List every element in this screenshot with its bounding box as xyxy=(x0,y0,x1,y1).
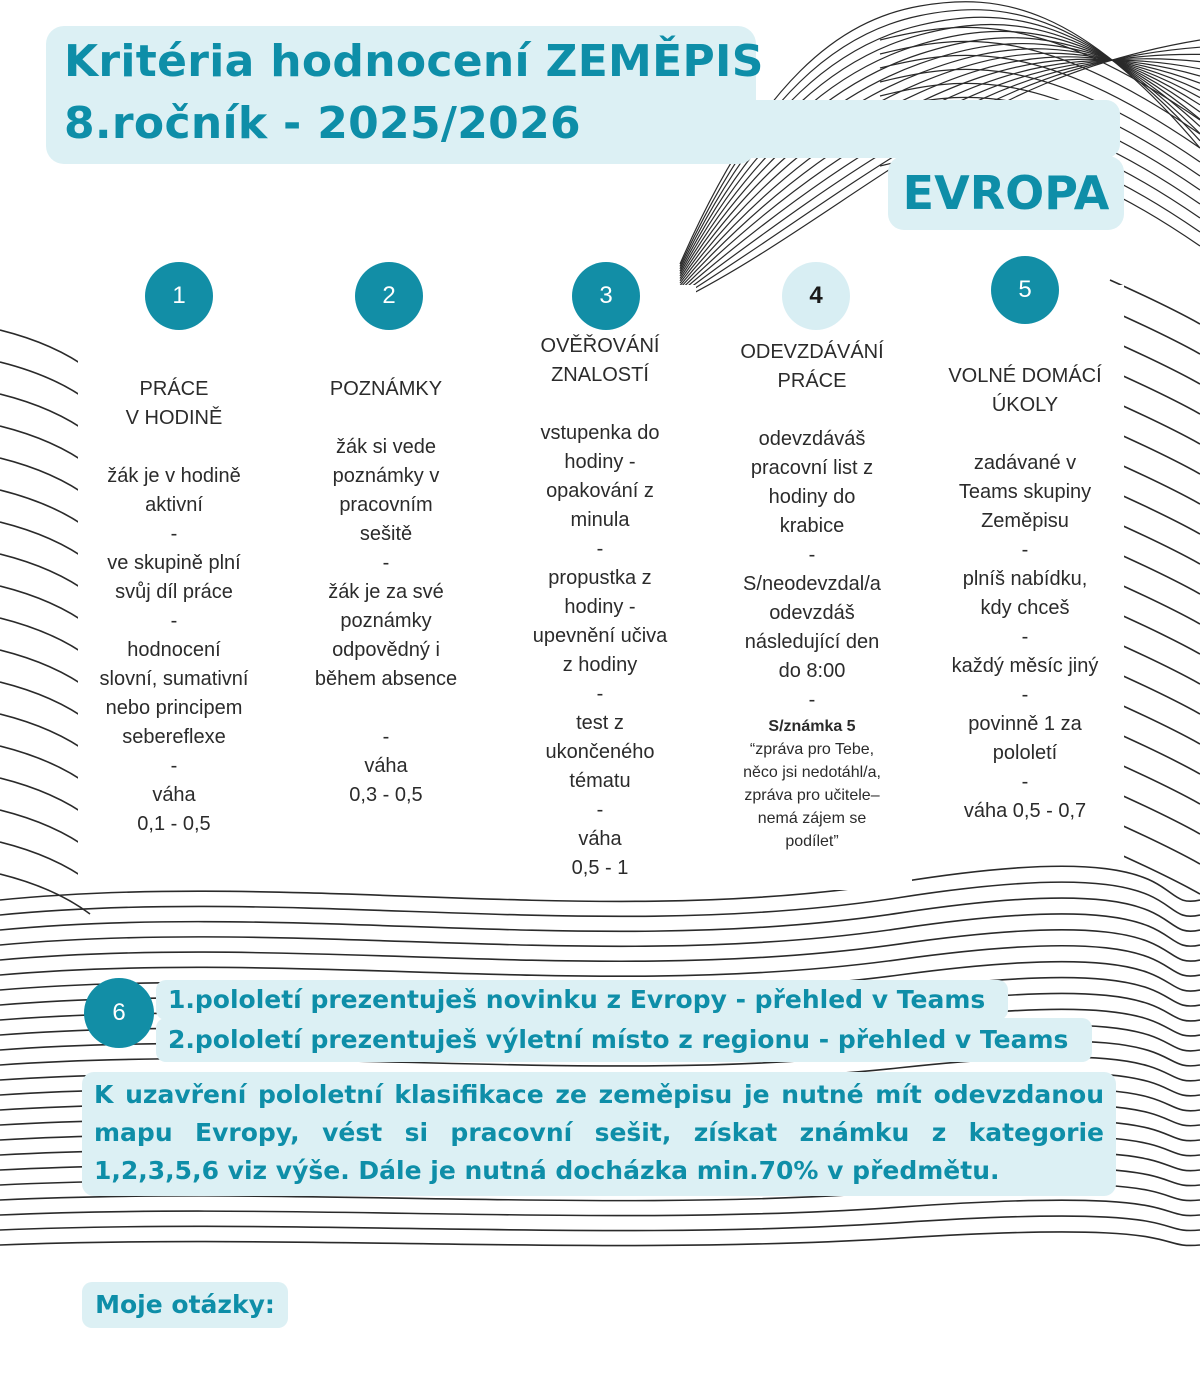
criterion-number-6: 6 xyxy=(84,978,154,1048)
wave-line xyxy=(0,650,90,690)
criterion-heading: PRÁCE V HODINĚ xyxy=(125,378,223,429)
presentation-line-1: 1.pololetí prezentuješ novinku z Evropy - přehled v Teams xyxy=(156,980,1008,1020)
questions-label: Moje otázky: xyxy=(82,1282,288,1328)
criterion-body: zadávané v Teams skupiny Zeměpisu - plníš nabídku, kdy chceš - každý měsíc jiný - povinně 1 za pololetí - váha 0,5 - 0,7 xyxy=(951,452,1099,822)
criterion-note-title: S/známka 5 xyxy=(768,718,856,735)
wave-line xyxy=(0,554,90,594)
wave-line xyxy=(0,810,90,850)
wave-line xyxy=(0,618,90,658)
criterion-column-3 xyxy=(512,332,688,883)
criterion-heading: OVĚŘOVÁNÍ ZNALOSTÍ xyxy=(540,335,660,386)
wave-line xyxy=(0,490,90,530)
criterion-number-3: 3 xyxy=(572,262,640,330)
page-subtitle: 8.ročník - 2025/2026 xyxy=(64,98,581,149)
wave-line xyxy=(0,778,90,818)
wave-line xyxy=(0,586,90,626)
wave-line xyxy=(0,362,90,402)
criterion-heading: ODEVZDÁVÁNÍ PRÁCE xyxy=(740,341,884,392)
criterion-note: “zpráva pro Tebe, něco jsi nedotáhl/a, zpráva pro učitele– nemá zájem se podílet” xyxy=(743,741,881,850)
region-label: EVROPA xyxy=(888,156,1124,230)
page-title: Kritéria hodnocení ZEMĚPIS xyxy=(64,36,764,87)
presentation-line-2: 2.pololetí prezentuješ výletní místo z regionu - přehled v Teams xyxy=(156,1018,1092,1062)
wave-line xyxy=(0,458,90,498)
criterion-number-5: 5 xyxy=(991,256,1059,324)
title-box-extension xyxy=(600,100,1120,158)
wave-line xyxy=(0,1200,1200,1215)
wave-line xyxy=(0,330,90,370)
criterion-column-5 xyxy=(932,362,1118,826)
wave-line xyxy=(0,1232,1200,1246)
criterion-body: žák si vede poznámky v pracovním sešitě - žák je za své poznámky odpovědný i během absence - váha 0,3 - 0,5 xyxy=(314,436,458,806)
criterion-column-4 xyxy=(718,338,906,853)
criterion-heading: POZNÁMKY xyxy=(329,378,443,400)
criterion-number-2: 2 xyxy=(355,262,423,330)
requirement-text: K uzavření pololetní klasifikace ze zeměpisu je nutné mít odevzdanou mapu Evropy, vést si pracovní sešit, získat známku z kategorie 1,2,3,5,6 viz výše. Dále je nutná docházka min.70% v předmětu. xyxy=(94,1080,1104,1185)
criterion-body: vstupenka do hodiny - opakování z minula - propustka z hodiny - upevnění učiva z hodiny - test z ukončeného tématu - váha 0,5 - 1 xyxy=(532,422,668,879)
wave-line xyxy=(0,394,90,434)
criterion-body: žák je v hodině aktivní - ve skupině plní svůj díl práce - hodnocení slovní, sumativní nebo principem sebereflexe - váha 0,1 - 0,5 xyxy=(99,465,249,835)
criterion-body: odevzdáváš pracovní list z hodiny do krabice - S/neodevzdal/a odevzdáš následující den do 8:00 - xyxy=(743,428,881,711)
criterion-number-1: 1 xyxy=(145,262,213,330)
wave-line xyxy=(0,1216,1200,1231)
wave-line xyxy=(0,714,90,754)
wave-line xyxy=(0,682,90,722)
criterion-column-2 xyxy=(296,375,476,810)
criterion-column-1 xyxy=(82,375,266,839)
wave-line xyxy=(0,914,1200,946)
wave-line xyxy=(0,426,90,466)
wave-line xyxy=(0,842,90,882)
wave-line xyxy=(0,746,90,786)
wave-line xyxy=(0,522,90,562)
criterion-number-4: 4 xyxy=(782,262,850,330)
criterion-heading: VOLNÉ DOMÁCÍ ÚKOLY xyxy=(948,365,1102,416)
